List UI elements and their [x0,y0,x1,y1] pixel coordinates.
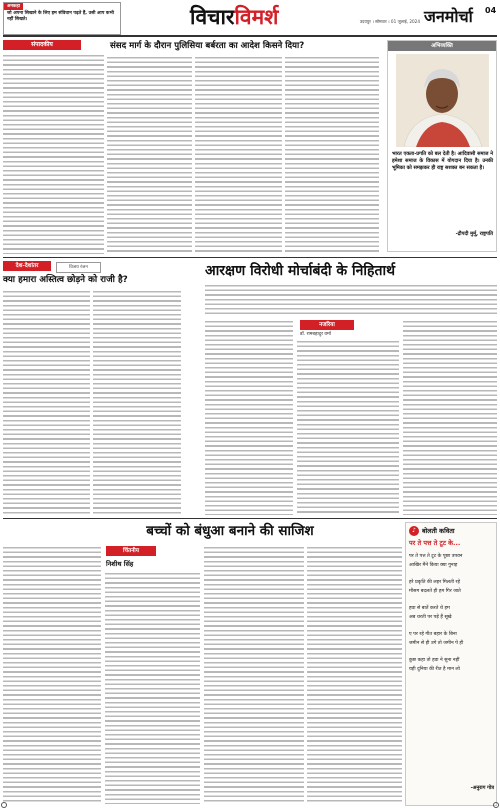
poem-box [405,522,497,806]
reservation-text-col1 [205,320,293,515]
poem-title: पर ते पत्त ते टूट के... [409,539,461,547]
editorial-text-col4 [285,56,379,254]
children-column-label: चिंतनीय [106,546,156,556]
children-text-col3 [204,546,304,804]
section-title-part2: विमर्श [234,4,279,29]
poem-line: कुछ कहा तो हवा ने सुना नहीं [409,658,460,663]
brand-name: जनमोर्चा [424,7,473,26]
poem-lines [409,553,495,683]
children-text-col4 [307,546,402,804]
editorial-text-col1 [3,54,104,254]
masthead-rule [3,35,497,37]
poem-line: मौसम बदलते ही हम गिर जाते [409,589,461,594]
quote-box-label: अभिव्यक्ति [388,41,496,51]
desh-section-label: देश-देशांतर [3,261,51,271]
section-title [190,4,300,30]
section-divider-2 [3,518,497,519]
anakaha-text: जो अपना सिखाने के लिए हम संविधान पढ़ते हैं, उसी आप कभी नहीं सिखते। [7,11,114,22]
section-title-part1: विचार [190,4,235,29]
reservation-headline: आरक्षण विरोधी मोर्चाबंदी के निहितार्थ [205,263,396,279]
registration-mark-icon [493,802,499,808]
president-photo [396,54,489,147]
children-headline: बच्चों को बंधुआ बनाने की साजिश [146,523,314,539]
page-number: 04 [485,6,497,15]
anakaha-box [3,2,121,35]
poem-section-label [408,525,494,537]
quote-attribution: -द्रौपदी मुर्मू, राष्ट्रपति [455,231,493,237]
desh-headline: क्या हमारा अस्तित्व छोड़ने को राजी है? [3,275,128,285]
poem-line: हरे प्रकृति की लहर मिलती रहे [409,580,461,585]
bell-icon: ♪ [409,526,419,536]
quote-box [387,40,497,252]
reservation-byline: डॉ. रामबहादुर वर्मा [300,332,331,337]
poem-section-text: बोलती कविता [422,527,455,535]
quote-text: भारत एकता-प्रगति को बल देती है। आदिवासी समाज ने हमेशा समाज के विकास में योगदान दिया है। उनकी भूमिका को समझकर ही राष्ट्र सशक्त बन सकता है। [392,151,493,172]
reservation-text-col2 [297,340,399,515]
masthead [0,0,500,37]
poem-author: -अनुराग गोत्र [470,785,494,791]
children-text-col1 [3,546,101,804]
date-line: उदयपुर । सोमवार । 01 जुलाई, 2024 [359,19,420,24]
editorial-text-col2 [107,56,192,254]
poem-line: पर ते पत्त ते टूट के पूछा उपवन [409,554,463,559]
poem-line: अब धरती पर पड़े हैं सूखे [409,615,452,620]
children-text-col2 [105,572,200,804]
editorial-headline: संसद मार्ग के दौरान पुलिसिया बर्बरता का आदेश किसने दिया? [110,41,305,51]
editorial-text-col3 [195,56,282,254]
registration-mark-icon [1,802,7,808]
anakaha-label: अनकहा [4,3,23,10]
reservation-text-col3 [403,320,497,515]
poem-line: आखिर मैंने किया क्या गुनाह [409,563,458,568]
reservation-intro [205,284,497,316]
section-divider-1 [3,257,497,258]
children-byline: निशीथ सिंह [106,560,134,568]
desh-text-col2 [93,290,181,515]
poem-line: यही दुनिया की रीत है मान लो [409,667,460,672]
desh-byline: विजय रंजन [56,262,101,273]
poem-line: जमीन से ही उगे तो जमीन पे ही [409,641,464,646]
poem-line: ए पर रहे गीत बहार के बिना [409,632,457,637]
desh-text-col1 [3,290,90,515]
poem-line: हवा से बातें करते थे हम [409,606,450,611]
reservation-column-label: नजरिया [300,320,354,330]
editorial-section-label: संपादकीय [3,40,81,50]
